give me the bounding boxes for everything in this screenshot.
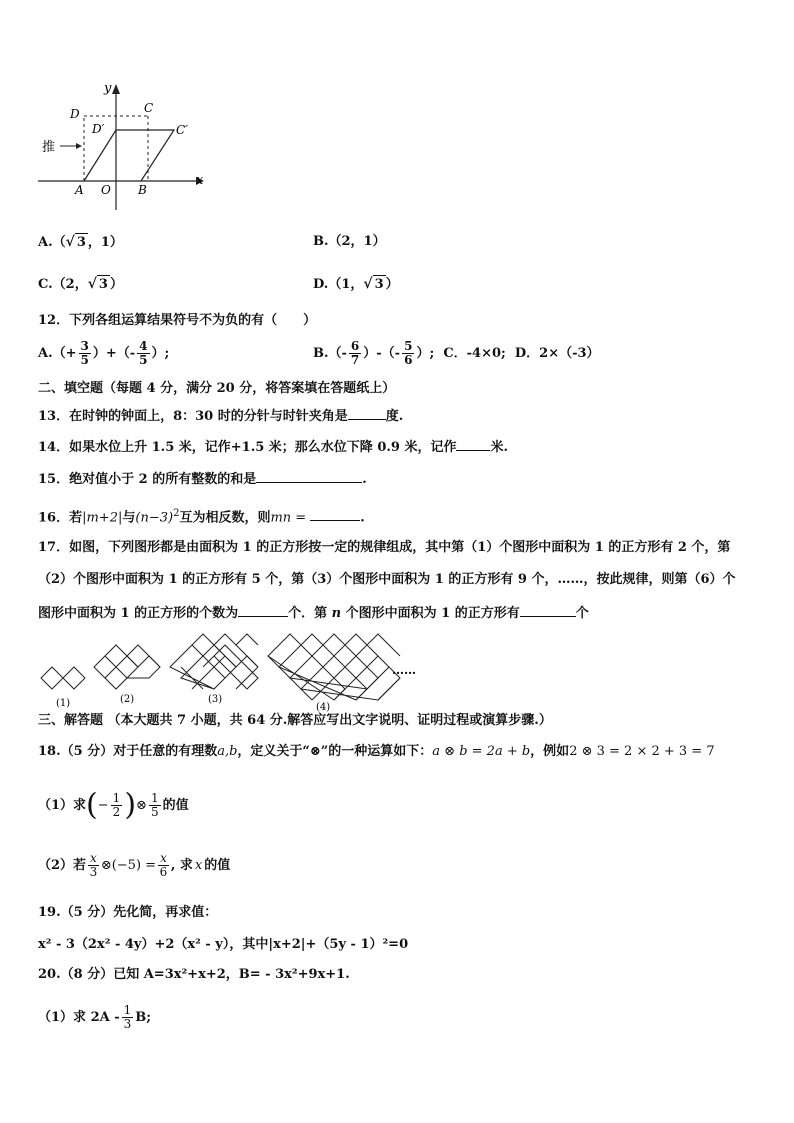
denominator: 6 (159, 865, 168, 879)
q12-b-prefix: B.（- (313, 346, 347, 361)
numerator: 4 (139, 339, 148, 353)
numerator: 5 (404, 339, 413, 353)
fraction (402, 340, 414, 367)
q18-definition: a ⊗ b = 2a + b (432, 744, 531, 759)
q18-mid: ，定义关于“⊗”的一种运算如下： (237, 744, 433, 759)
fraction (137, 340, 149, 367)
q13-text: 13．在时钟的钟面上，8：30 时的分针与时针夹角是 (38, 409, 348, 424)
q16-exponent: 2 (173, 508, 180, 519)
q20-part1 (38, 1000, 151, 1036)
fraction (349, 340, 361, 367)
label-y: y (104, 81, 112, 96)
label-O: O (101, 183, 111, 197)
q15 (38, 469, 367, 489)
label-Cp: C′ (176, 123, 188, 137)
q19-stem: 19.（5 分）先化简，再求值： (38, 905, 218, 920)
q17-mid: 个．第 (288, 606, 328, 621)
pattern-1 (41, 667, 85, 689)
numerator: 1 (123, 1003, 132, 1017)
q18-p2-prefix: （2）若 (38, 858, 87, 873)
q12-a-suffix: ）; (151, 346, 170, 361)
q18-mid2: ，例如 (530, 744, 570, 759)
q11-a-sqrt: 3 (76, 235, 86, 250)
q12-option-A (38, 340, 169, 367)
fraction (88, 852, 99, 879)
numerator: 1 (112, 791, 121, 805)
q17-line3 (38, 603, 589, 623)
q12-c-text: C．-4×0; (443, 346, 506, 361)
numerator: x (160, 851, 167, 865)
q17-line1: 17．如图，下列图形都是由面积为 1 的正方形按一定的规律组成，其中第（1）个图形中面积为 1 的正方形有 2 个，第 (38, 540, 731, 555)
coordinate-figure (36, 78, 216, 213)
label-A: A (75, 183, 84, 197)
fraction (122, 1004, 134, 1031)
q14 (38, 437, 508, 457)
label-B: B (138, 183, 147, 197)
right-paren: ) (124, 787, 137, 823)
q18-stem (38, 743, 715, 761)
q11-b-text: B.（2，1） (313, 234, 386, 249)
q19-expression: x² - 3（2x² - 4y）+2（x² - y），其中|x+2|+（5y - 1）²=0 (38, 937, 409, 952)
q16-abs: |m+2| (82, 510, 123, 526)
label-C: C (144, 101, 154, 115)
q16-after: . (360, 510, 365, 526)
q18-p1-prefix: （1）求 (38, 798, 87, 813)
q16-text: 16．若 (38, 510, 83, 526)
denominator: 2 (112, 805, 121, 819)
q11-option-A (38, 233, 123, 252)
q16-mn: mn = (270, 510, 307, 526)
q12-b-mid: ）-（- (363, 346, 401, 361)
fig-label-2: (2) (120, 694, 135, 705)
fraction (149, 792, 161, 819)
q12-option-BCD (313, 340, 600, 367)
q17-after: 个 (575, 606, 589, 621)
y-axis-arrow (112, 84, 120, 94)
denominator: 5 (139, 353, 148, 367)
q18-p2-x: x (194, 858, 203, 873)
fraction (79, 340, 91, 367)
q18-example: 2 ⊗ 3 = 2 × 2 + 3 = 7 (569, 744, 715, 759)
ellipsis: …… (392, 663, 416, 677)
q12-b-suffix: ）; (416, 346, 435, 361)
numerator: 6 (350, 339, 360, 353)
left-paren: ( (86, 787, 98, 823)
pattern-4 (268, 634, 400, 700)
fig-label-3: (3) (208, 694, 223, 705)
answer-blank[interactable] (256, 469, 362, 483)
denominator: 6 (404, 353, 413, 367)
q14-text: 14．如果水位上升 1.5 米，记作+1.5 米；那么水位下降 0.9 米，记作 (38, 440, 457, 455)
q17-line2: （2）个图形中面积为 1 的正方形有 5 个，第（3）个图形中面积为 1 的正方形有 9 个，……，按此规律，则第（6）个 (38, 572, 736, 587)
q18-p1-suffix: 的值 (162, 798, 189, 813)
fraction (158, 852, 169, 879)
q20-stem: 20.（8 分）已知 A=3x²+x+2，B= - 3x²+9x+1. (38, 967, 350, 982)
q17-mid2: 个图形中面积为 1 的正方形有 (345, 606, 520, 621)
fraction (111, 792, 123, 819)
denominator: 3 (123, 1017, 132, 1031)
q16 (38, 505, 365, 527)
q11-d-prefix: D.（1， (313, 277, 364, 292)
sqrt-icon: √ (363, 276, 373, 292)
q11-option-C (38, 275, 123, 294)
answer-blank[interactable] (310, 507, 360, 521)
numerator: x (90, 851, 97, 865)
q13-after: 度. (385, 409, 404, 424)
q20-p1-suffix: B; (135, 1010, 152, 1025)
q11-a-suffix: ，1） (87, 235, 123, 250)
denominator: 3 (89, 865, 98, 879)
section-2-heading: 二、填空题（每题 4 分，满分 20 分，将答案填在答题纸上） (38, 381, 396, 396)
q14-after: 米. (490, 440, 508, 455)
minus-sign: − (97, 798, 109, 813)
denominator: 5 (150, 805, 159, 819)
q18-p2-mid: ⊗(−5) = (100, 858, 157, 873)
label-D: D (70, 107, 80, 121)
numerator: 1 (150, 791, 159, 805)
q18-text: 18.（5 分）对于任意的有理数 (38, 744, 218, 759)
q11-c-sqrt: 3 (98, 277, 108, 292)
answer-blank[interactable] (348, 406, 386, 420)
pattern-2 (94, 645, 160, 689)
label-Dp: D′ (92, 122, 105, 136)
push-label: 推 (42, 140, 56, 155)
sqrt-icon: √ (87, 276, 97, 292)
numerator: 3 (80, 339, 89, 353)
q11-c-prefix: C.（2， (38, 277, 88, 292)
q11-c-suffix: ） (109, 277, 123, 292)
sqrt-icon: √ (65, 234, 75, 250)
fig-label-4: (4) (316, 702, 331, 712)
q16-mid2: 互为相反数，则 (179, 510, 271, 526)
section-3-heading: 三、解答题 （本大题共 7 小题，共 64 分.解答应写出文字说明、证明过程或演算步骤.） (38, 713, 552, 728)
answer-blank[interactable] (520, 603, 576, 617)
q15-text: 15．绝对值小于 2 的所有整数的和是 (38, 472, 257, 487)
answer-blank[interactable] (238, 603, 288, 617)
parallelogram (84, 130, 174, 181)
q12-d-text: D．2×（-3） (514, 346, 600, 361)
q12-a-prefix: A.（+ (38, 346, 77, 361)
q17-text: 图形中面积为 1 的正方形的个数为 (38, 606, 239, 621)
q17-n: n (331, 606, 342, 621)
q16-square: (n−3) (135, 510, 174, 526)
q11-d-sqrt: 3 (374, 277, 384, 292)
q12-a-mid: ）+（- (92, 346, 136, 361)
otimes-operator: ⊗ (136, 798, 147, 813)
q18-part1 (38, 786, 189, 826)
q13 (38, 406, 403, 426)
q20-p1-prefix: （1）求 2A - (38, 1010, 120, 1025)
push-arrow-head (76, 143, 82, 149)
q18-ab: a,b (217, 744, 238, 759)
label-x: x (196, 173, 204, 188)
q18-p2-end: 的值 (204, 858, 231, 873)
pattern-3 (170, 634, 258, 689)
answer-blank[interactable] (456, 437, 490, 451)
q16-mid: 与 (122, 510, 136, 526)
fig-label-1: (1) (56, 698, 71, 709)
q12-stem: 12．下列各组运算结果符号不为负的有（ ） (38, 313, 317, 328)
q15-after: . (362, 472, 367, 487)
q11-a-prefix: A.（ (38, 235, 66, 250)
denominator: 7 (350, 353, 360, 367)
q17-pattern-figure (36, 630, 436, 712)
denominator: 5 (80, 353, 89, 367)
q18-part2 (38, 848, 230, 884)
q11-option-B (313, 233, 386, 251)
q11-option-D (313, 275, 399, 294)
q18-p2-suffix: , 求 (170, 858, 193, 873)
q11-d-suffix: ） (385, 277, 399, 292)
